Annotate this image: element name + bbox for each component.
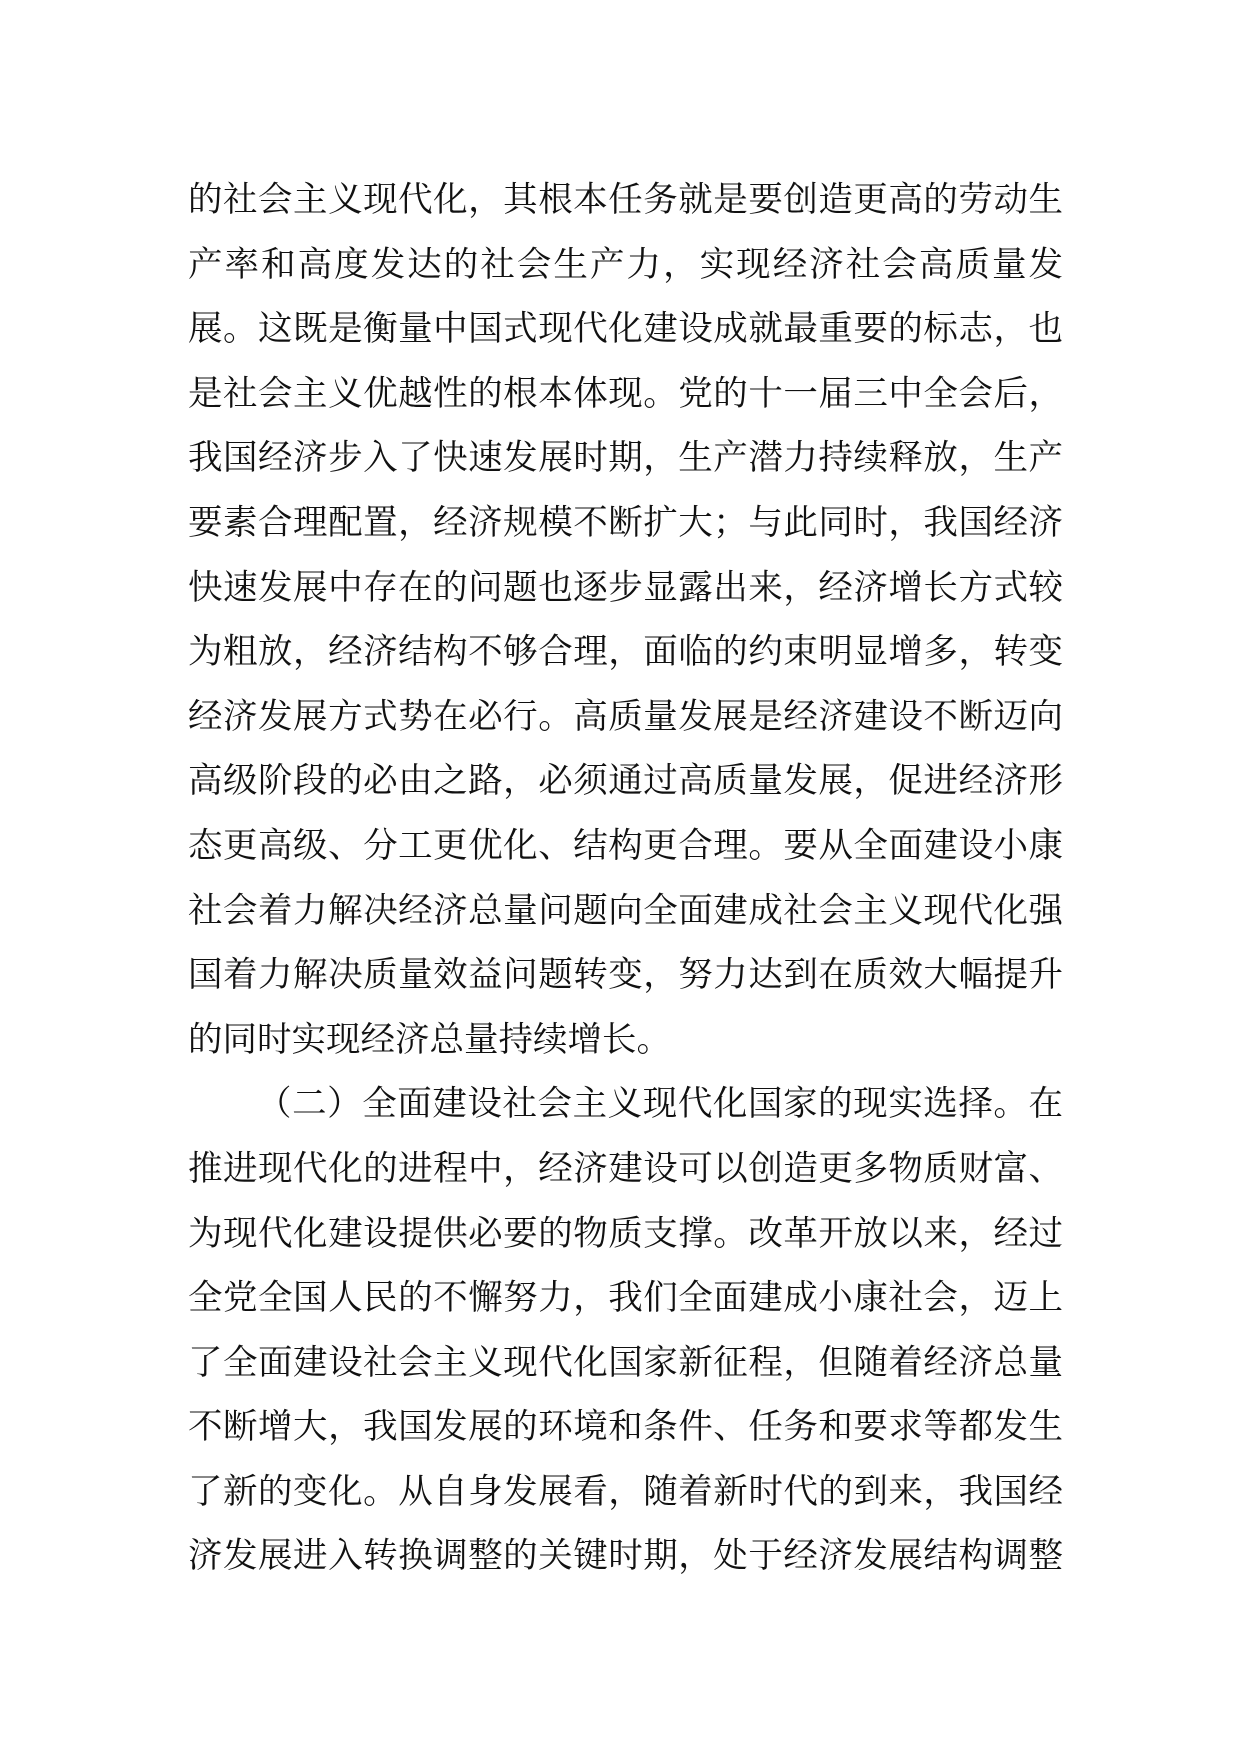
- text-line-14: 的同时实现经济总量持续增长。: [188, 1019, 671, 1060]
- text-line-19: 了全面建设社会主义现代化国家新征程，但随着经济总量: [188, 1342, 1063, 1383]
- text-line-11: 态更高级、分工更优化、结构更合理。要从全面建设小康: [188, 825, 1063, 866]
- section-heading-line: （二）全面建设社会主义现代化国家的现实选择。在: [257, 1084, 1063, 1125]
- text-line-22: 济发展进入转换调整的关键时期，处于经济发展结构调整: [188, 1536, 1063, 1577]
- text-line-21: 了新的变化。从自身发展看，随着新时代的到来，我国经: [188, 1471, 1063, 1512]
- text-line-12: 社会着力解决经济总量问题向全面建成社会主义现代化强: [188, 890, 1063, 931]
- text-line-9: 经济发展方式势在必行。高质量发展是经济建设不断迈向: [188, 696, 1063, 737]
- text-line-17: 为现代化建设提供必要的物质支撑。改革开放以来，经过: [188, 1213, 1063, 1254]
- text-line-18: 全党全国人民的不懈努力，我们全面建成小康社会，迈上: [188, 1278, 1063, 1319]
- text-line-8: 为粗放，经济结构不够合理，面临的约束明显增多，转变: [188, 632, 1063, 673]
- text-line-6: 要素合理配置，经济规模不断扩大；与此同时，我国经济: [188, 502, 1063, 543]
- text-line-7: 快速发展中存在的问题也逐步显露出来，经济增长方式较: [188, 567, 1063, 608]
- text-line-20: 不断增大，我国发展的环境和条件、任务和要求等都发生: [188, 1407, 1063, 1448]
- text-line-3: 展。这既是衡量中国式现代化建设成就最重要的标志，也: [188, 309, 1063, 350]
- text-line-16: 推进现代化的进程中，经济建设可以创造更多物质财富、: [188, 1148, 1063, 1189]
- text-line-2: 产率和高度发达的社会生产力，实现经济社会高质量发: [188, 244, 1063, 285]
- text-line-13: 国着力解决质量效益问题转变，努力达到在质效大幅提升: [188, 955, 1063, 996]
- text-line-1: 的社会主义现代化，其根本任务就是要创造更高的劳动生: [188, 180, 1063, 220]
- text-line-5: 我国经济步入了快速发展时期，生产潜力持续释放，生产: [188, 438, 1063, 479]
- body-text: [188, 168, 1063, 1589]
- text-line-10: 高级阶段的必由之路，必须通过高质量发展，促进经济形: [188, 761, 1063, 802]
- text-line-4: 是社会主义优越性的根本体现。党的十一届三中全会后，: [188, 373, 1063, 414]
